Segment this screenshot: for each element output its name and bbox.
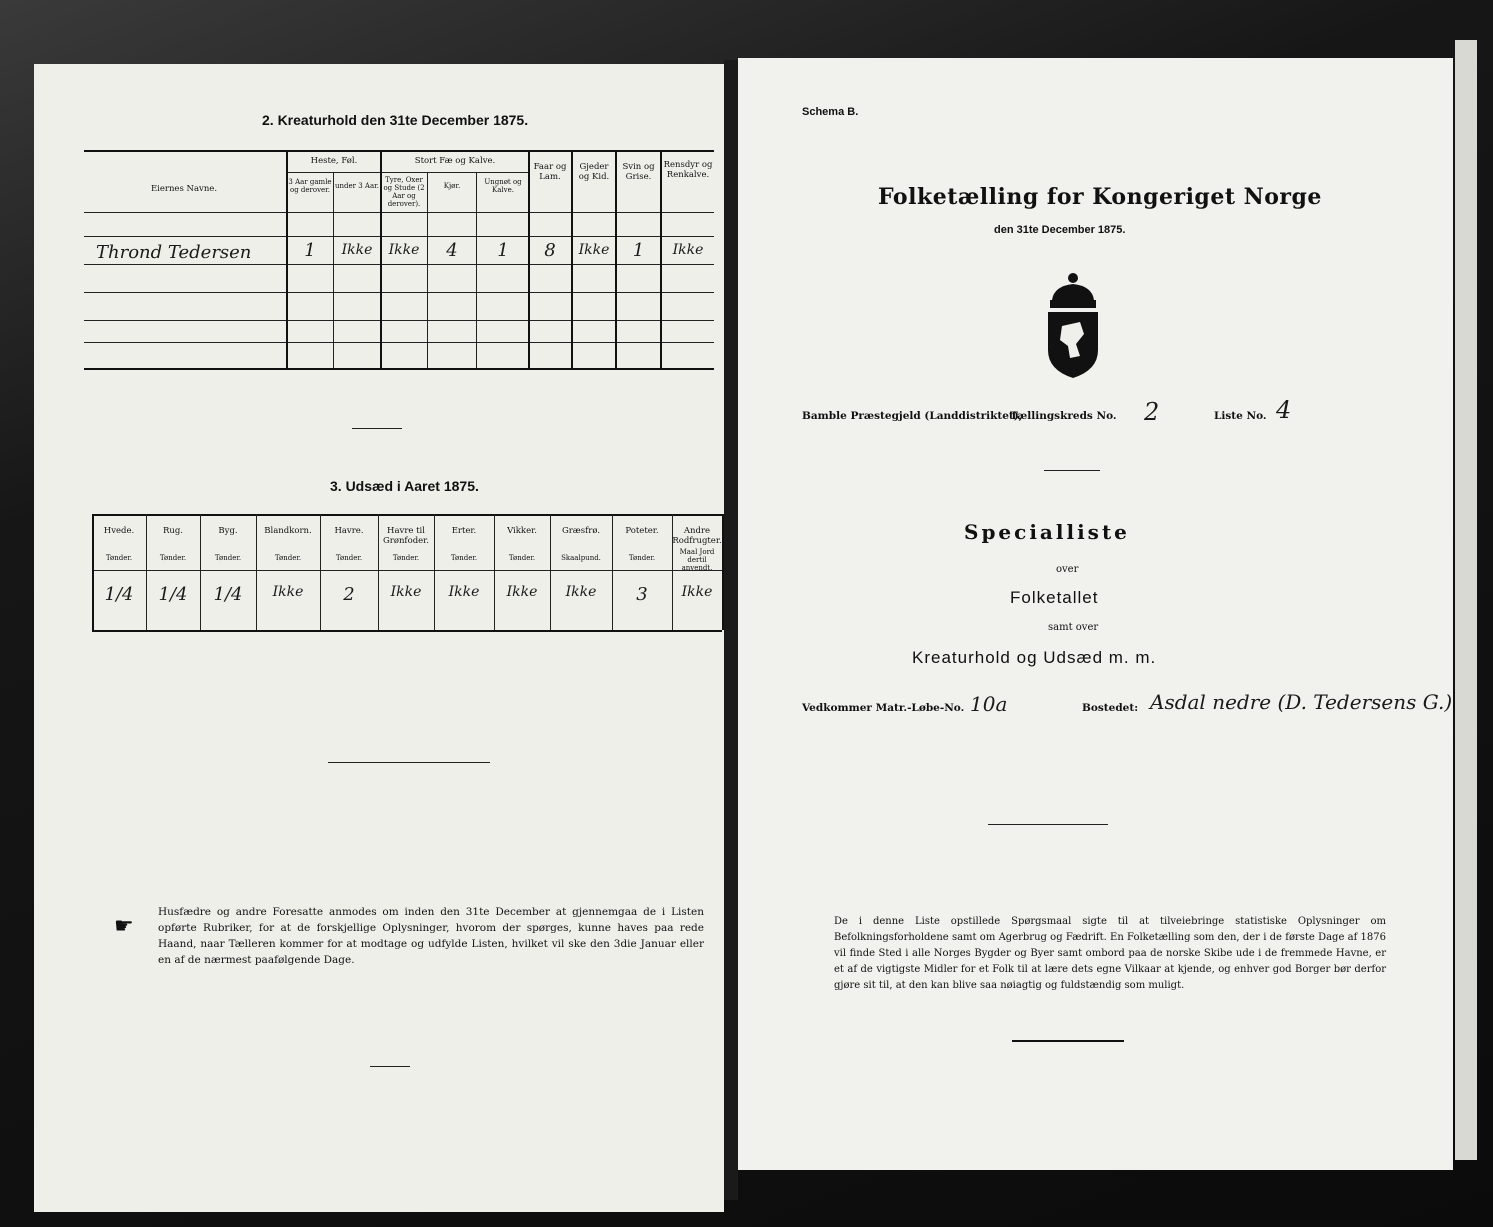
section2-title: 2. Kreaturhold den 31te December 1875. xyxy=(262,112,529,128)
udsaed-value: Ikke xyxy=(390,584,422,600)
header-owner: Eiernes Navne. xyxy=(150,184,218,194)
kreaturhold-text: Kreaturhold og Udsæd m. m. xyxy=(912,648,1157,667)
udsaed-header: Havre til Grønfoder. xyxy=(382,526,429,546)
udsaed-unit: Tønder. xyxy=(214,554,242,562)
udsaed-unit: Maal Jord dertil anvendt. xyxy=(679,548,715,572)
schema-label: Schema B. xyxy=(802,106,859,118)
specialliste-heading: Specialliste xyxy=(964,520,1130,544)
date-subtitle: den 31te December 1875. xyxy=(994,224,1126,236)
over-text: over xyxy=(1056,564,1079,575)
header-heste-a: 3 Aar gamle og derover. xyxy=(288,178,332,194)
matr-value: 10a xyxy=(970,692,1008,716)
val-svin: 1 xyxy=(632,240,645,261)
val-stort-b: 4 xyxy=(446,240,458,261)
left-page xyxy=(34,64,724,1212)
folketallet-text: Folketallet xyxy=(1010,588,1099,607)
instruction-note: Husfædre og andre Foresatte anmodes om inden den 31te December at gjennemgaa de i Listen opførte Rubriker, for at de forskjellige Oplysninger, hvorom der spørges, kunne haves paa rede Haand, naar Tælleren kommer for at modtage og udfylde Listen, hvilket vil ske den 3die Januar eller en af de nærmest paafølgende Dage. xyxy=(158,906,704,966)
liste-label: Liste No. xyxy=(1214,410,1267,422)
right-page xyxy=(738,58,1453,1170)
udsaed-unit: Tønder. xyxy=(628,554,656,562)
udsaed-unit: Tønder. xyxy=(450,554,478,562)
udsaed-value: Ikke xyxy=(272,584,304,600)
udsaed-value: 1/4 xyxy=(104,584,134,605)
udsaed-header: Andre Rodfrugter. xyxy=(672,526,722,546)
udsaed-header: Byg. xyxy=(218,526,238,536)
samt-over-text: samt over xyxy=(1048,622,1099,633)
udsaed-header: Erter. xyxy=(451,526,477,536)
bosted-label: Bostedet: xyxy=(1082,702,1139,714)
udsaed-header: Havre. xyxy=(334,526,364,536)
udsaed-value: Ikke xyxy=(681,584,713,600)
udsaed-unit: Tønder. xyxy=(392,554,420,562)
val-heste-a: 1 xyxy=(304,240,316,261)
kreds-label: Tællingskreds No. xyxy=(1010,410,1117,422)
header-rensdyr: Rensdyr og Renkalve. xyxy=(663,160,713,180)
pointing-hand-icon: ☛ xyxy=(114,914,134,939)
udsaed-header: Blandkorn. xyxy=(264,526,312,536)
owner-name: Thrond Tedersen xyxy=(96,242,252,263)
udsaed-header: Hvede. xyxy=(103,526,135,536)
header-heste: Heste, Føl. xyxy=(310,156,358,166)
header-heste-b: under 3 Aar. xyxy=(335,182,379,190)
udsaed-value: 2 xyxy=(343,584,355,605)
header-stort: Stort Fæ og Kalve. xyxy=(414,156,496,166)
udsaed-column-divider xyxy=(722,514,724,630)
val-gjeder: Ikke xyxy=(578,242,610,258)
val-stort-a: Ikke xyxy=(388,242,420,258)
liste-value: 4 xyxy=(1276,396,1292,424)
udsaed-header: Græsfrø. xyxy=(561,526,601,536)
udsaed-header: Rug. xyxy=(162,526,184,536)
udsaed-value: 1/4 xyxy=(158,584,188,605)
matr-label: Vedkommer Matr.-Løbe-No. xyxy=(802,702,965,714)
val-rensdyr: Ikke xyxy=(672,242,704,258)
main-title: Folketælling for Kongeriget Norge xyxy=(878,184,1322,210)
coat-of-arms-icon xyxy=(1040,270,1106,380)
header-faar: Faar og Lam. xyxy=(533,162,567,182)
udsaed-value: Ikke xyxy=(448,584,480,600)
udsaed-header: Vikker. xyxy=(507,526,537,536)
val-heste-b: Ikke xyxy=(341,242,373,258)
udsaed-header: Poteter. xyxy=(625,526,659,536)
udsaed-value: Ikke xyxy=(506,584,538,600)
page-edge xyxy=(1455,40,1477,1160)
district-label: Bamble Præstegjeld (Landdistriktet), xyxy=(802,410,1023,422)
header-gjeder: Gjeder og Kid. xyxy=(578,162,610,182)
udsaed-value: 3 xyxy=(636,584,648,605)
section3-title: 3. Udsæd i Aaret 1875. xyxy=(330,478,479,494)
val-faar: 8 xyxy=(544,240,556,261)
header-stort-c: Ungnøt og Kalve. xyxy=(484,178,522,194)
info-paragraph: De i denne Liste opstillede Spørgsmaal sigte til at tilveiebringe statistiske Oplysninger om Befolkningsforholdene samt om Agerbrug og Fædrift. En Folketælling som den, der i de første Dage af 1876 vil finde Sted i alle Norges Bygder og Byer samt ombord paa de norske Skibe ude i de fremmede Havne, er et af de vigtigste Midler for et Folk til at lære dets egne Vilkaar at kjende, og enhver god Borger bør derfor gjøre sit til, at den kan blive saa nøiagtig og fuldstændig som muligt. xyxy=(834,916,1386,991)
book-gutter xyxy=(724,60,738,1200)
udsaed-unit: Tønder. xyxy=(159,554,187,562)
bosted-value: Asdal nedre (D. Tedersens G.) xyxy=(1150,690,1453,714)
udsaed-unit: Tønder. xyxy=(508,554,536,562)
udsaed-unit: Tønder. xyxy=(105,554,133,562)
udsaed-unit: Skaalpund. xyxy=(561,554,601,562)
val-stort-c: 1 xyxy=(497,240,509,261)
udsaed-value: Ikke xyxy=(565,584,597,600)
header-svin: Svin og Grise. xyxy=(622,162,655,182)
header-stort-a: Tyre, Oxer og Stude (2 Aar og derover). xyxy=(383,176,425,208)
header-stort-b: Kjør. xyxy=(443,182,461,190)
udsaed-value: 1/4 xyxy=(213,584,243,605)
kreds-value: 2 xyxy=(1144,398,1160,426)
udsaed-unit: Tønder. xyxy=(274,554,302,562)
udsaed-unit: Tønder. xyxy=(335,554,363,562)
